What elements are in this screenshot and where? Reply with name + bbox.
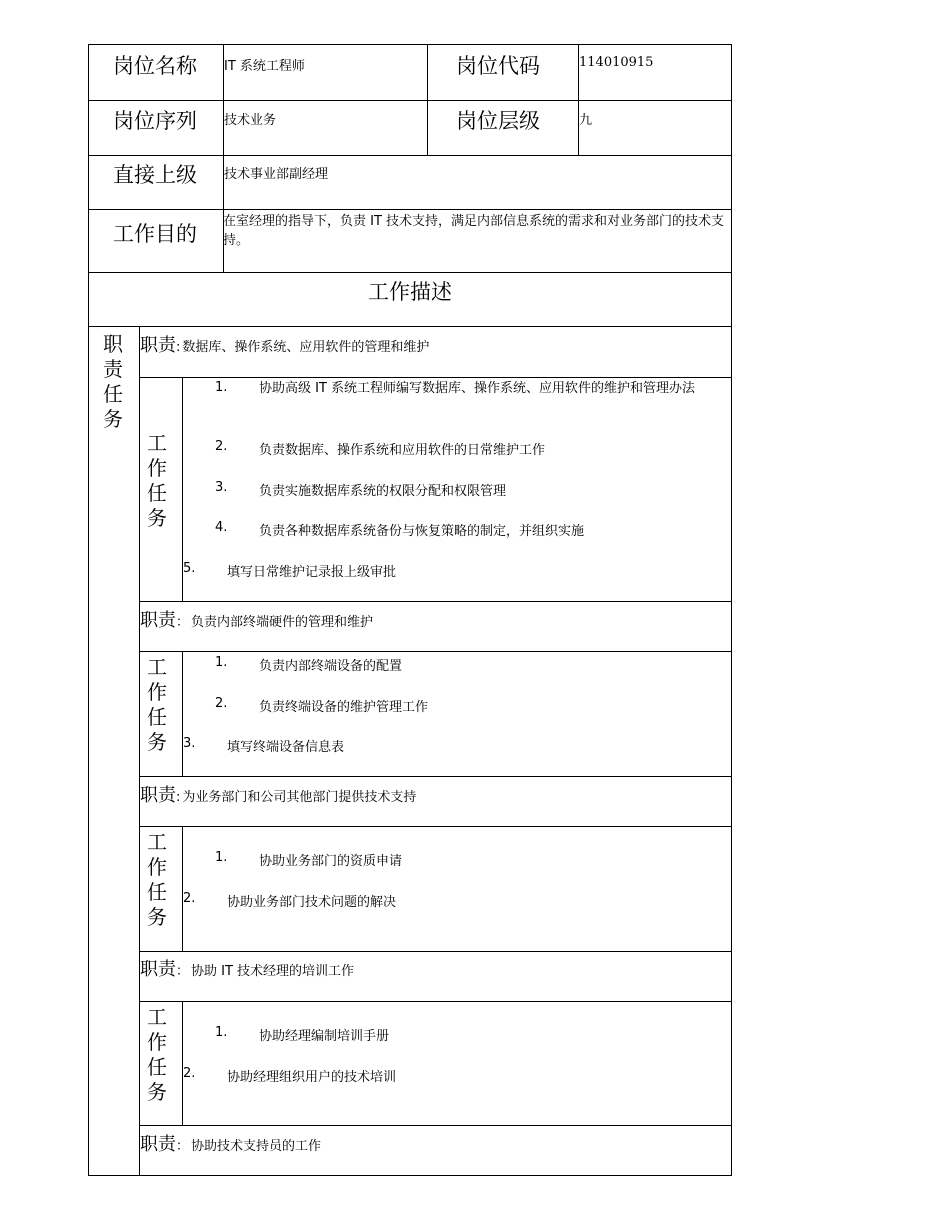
task-text: 负责终端设备的维护管理工作 [259,700,429,715]
task-text: 填写日常维护记录报上级审批 [227,565,397,580]
duty-line: 职责： 协助技术支持员的工作 [140,1134,322,1155]
supervisor-label: 直接上级 [113,163,197,187]
task-number: 2. [215,696,228,711]
task-label: 工 作 任 务 [147,1005,167,1104]
duty-line: 职责: 数据库、操作系统、应用软件的管理和维护 [140,335,430,356]
position-level-value: 九 [579,113,593,128]
task-number: 1. [215,1025,228,1040]
task-label: 工 作 任 务 [147,830,167,929]
task-text: 协助高级 IT 系统工程师编写数据库、操作系统、应用软件的维护和管理办法 [259,381,696,396]
position-sequence-label: 岗位序列 [113,109,197,133]
task-number: 1. [215,655,228,670]
task-label: 工 作 任 务 [147,655,167,754]
task-number: 2. [183,1066,196,1081]
task-number: 4. [215,520,228,535]
position-level-label: 岗位层级 [456,109,540,133]
task-number: 3. [215,480,228,495]
position-name-value: IT 系统工程师 [224,59,305,74]
task-number: 1. [215,380,228,395]
task-text: 协助经理编制培训手册 [259,1029,390,1044]
task-text: 负责数据库、操作系统和应用软件的日常维护工作 [259,443,546,458]
task-text: 协助业务部门的资质申请 [259,854,403,869]
task-number: 2. [215,439,228,454]
description-title: 工作描述 [368,280,452,304]
task-text: 填写终端设备信息表 [227,740,345,755]
supervisor-value: 技术事业部副经理 [224,167,329,182]
task-number: 2. [183,891,196,906]
section-label: 职 责 任 务 [103,332,123,431]
task-number: 5. [183,561,196,576]
position-sequence-value: 技术业务 [224,113,277,128]
task-text: 负责各种数据库系统备份与恢复策略的制定，并组织实施 [259,524,585,539]
task-text: 负责实施数据库系统的权限分配和权限管理 [259,484,507,499]
task-text: 负责内部终端设备的配置 [259,659,403,674]
purpose-value: 在室经理的指导下，负责 IT 技术支持，满足内部信息系统的需求和对业务部门的技术支持。 [223,214,725,248]
duty-line: 职责： 负责内部终端硬件的管理和维护 [140,610,374,631]
duty-line: 职责： 协助 IT 技术经理的培训工作 [140,959,355,980]
task-number: 3. [183,736,196,751]
position-code-label: 岗位代码 [456,54,540,78]
purpose-label: 工作目的 [113,222,197,246]
position-code-value: 114010915 [579,55,654,70]
task-label: 工 作 任 务 [147,431,167,530]
task-text: 协助经理组织用户的技术培训 [227,1070,397,1085]
duty-line: 职责: 为业务部门和公司其他部门提供技术支持 [140,785,417,806]
task-number: 1. [215,850,228,865]
task-text: 协助业务部门技术问题的解决 [227,895,397,910]
position-name-label: 岗位名称 [113,54,197,78]
